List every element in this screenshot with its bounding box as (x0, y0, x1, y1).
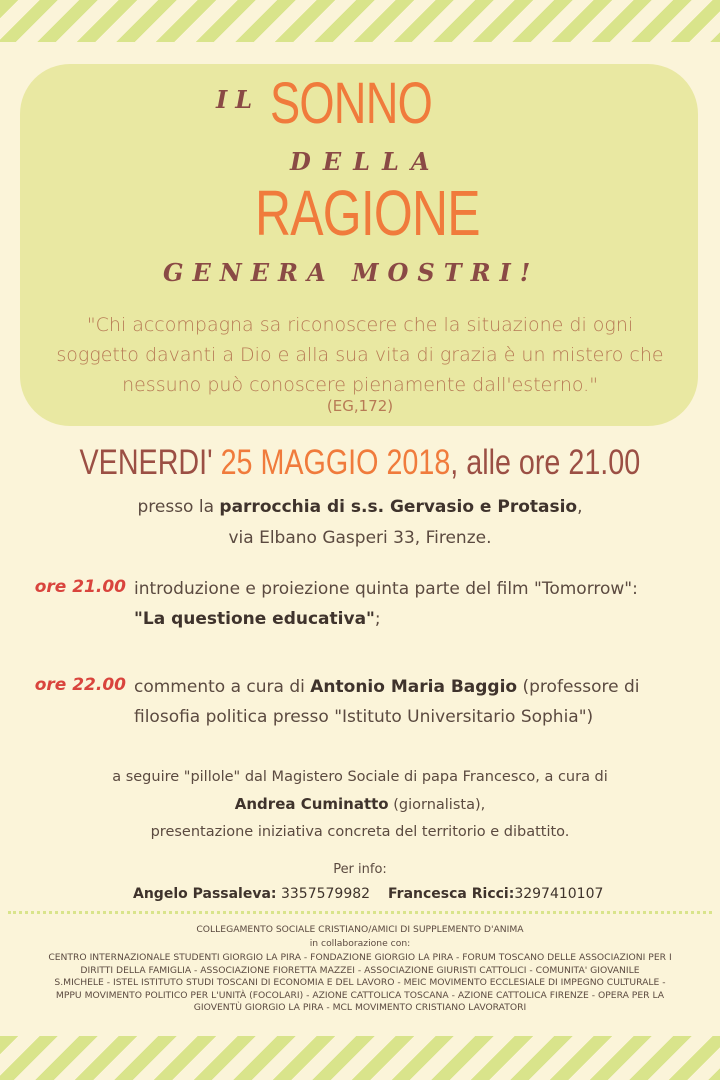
contact-1 (133, 886, 370, 902)
footer-collab-label: in collaborazione con: (309, 938, 411, 949)
footer-organizer: COLLEGAMENTO SOCIALE CRISTIANO/AMICI DI SUPPLEMENTO D'ANIMA (196, 924, 524, 935)
program-time-1: ore 21.00 (34, 577, 126, 597)
program-item-2-speaker: Antonio Maria Baggio (310, 677, 518, 697)
info-label: Per info: (333, 862, 387, 877)
after-role: (giornalista), (388, 797, 486, 813)
program-time-2: ore 22.00 (34, 675, 126, 695)
top-stripe-border (0, 0, 720, 42)
quote (40, 310, 680, 400)
title-sonno: SONNO (270, 71, 432, 136)
program-item-1-text: introduzione e proiezione quinta parte del film "Tomorrow": (134, 579, 638, 599)
event-date (0, 443, 720, 483)
title-ragione: RAGIONE (255, 177, 480, 249)
title-genera-mostri: GENERA MOSTRI! (163, 258, 540, 287)
quote-line-2: soggetto davanti a Dio e alla sua vita di grazia è un mistero che (56, 344, 664, 366)
footer-partner-line: S.MICHELE - ISTEL ISTITUTO STUDI TOSCANI DI ECONOMIA E DEL LAVORO - MEIC MOVIMENTO ECCLESIALE DI IMPEGNO CULTURALE - (54, 977, 666, 989)
location-name: parrocchia di s.s. Gervasio e Protasio (219, 497, 578, 517)
event-date-value: 25 MAGGIO 2018 (220, 443, 451, 482)
location-suffix: , (577, 497, 583, 517)
title-il: IL (216, 85, 261, 114)
quote-reference: (EG,172) (326, 397, 394, 415)
contact-2-name: Francesca Ricci: (388, 886, 515, 902)
quote-line-1: "Chi accompagna sa riconoscere che la situazione di ogni (86, 314, 634, 336)
bottom-stripe-border (0, 1036, 720, 1080)
quote-line-3: nessuno può conoscere pienamente dall'esterno." (122, 374, 598, 396)
contact-2-phone: 3297410107 (514, 886, 604, 902)
event-location (0, 497, 720, 517)
event-address: via Elbano Gasperi 33, Firenze. (228, 528, 492, 548)
footer-partner-line: CENTRO INTERNAZIONALE STUDENTI GIORGIO LA PIRA - FONDAZIONE GIORGIO LA PIRA - FORUM TOSCANO DELLE ASSOCIAZIONI PER I (48, 952, 672, 963)
program-item-1 (134, 574, 694, 634)
program-item-2-post: (professore di (517, 677, 640, 697)
after-section (40, 764, 680, 846)
title-della: DELLA (290, 147, 442, 176)
footer-partner-line: DIRITTI DELLA FAMIGLIA - ASSOCIAZIONE FIORETTA MAZZEI - ASSOCIAZIONE GIURISTI CATTOLICI - COMUNITA' GIOVANILE (80, 964, 640, 976)
contact-2 (388, 886, 603, 902)
footer-partner-line: MPPU MOVIMENTO POLITICO PER L'UNITÀ (FOCOLARI) - AZIONE CATTOLICA TOSCANA - AZIONE CATTOLICA FIRENZE - OPERA PER LA (55, 989, 665, 1001)
after-line-3: presentazione iniziativa concreta del territorio e dibattito. (150, 824, 570, 840)
program-item-2 (134, 672, 694, 732)
event-time: , alle ore 21.00 (450, 443, 641, 482)
after-name: Andrea Cuminatto (234, 795, 389, 813)
program-item-2-pre: commento a cura di (134, 677, 311, 697)
contact-1-phone: 3357579982 (276, 886, 371, 902)
event-weekday: VENERDI' (79, 443, 213, 482)
program-item-2-line2: filosofia politica presso "Istituto Universitario Sophia") (134, 707, 594, 727)
program-item-1-title: "La questione educativa" (134, 609, 375, 629)
contact-1-name: Angelo Passaleva: (133, 886, 277, 902)
footer-partner-line: GIOVENTÙ GIORGIO LA PIRA - MCL MOVIMENTO CRISTIANO LAVORATORI (193, 1002, 527, 1014)
after-line-1: a seguire "pillole" dal Magistero Sociale di papa Francesco, a cura di (112, 769, 608, 785)
dotted-divider (8, 911, 712, 914)
footer-partners (6, 952, 714, 1015)
program-item-1-tail: ; (374, 609, 381, 629)
location-prefix: presso la (137, 497, 220, 517)
